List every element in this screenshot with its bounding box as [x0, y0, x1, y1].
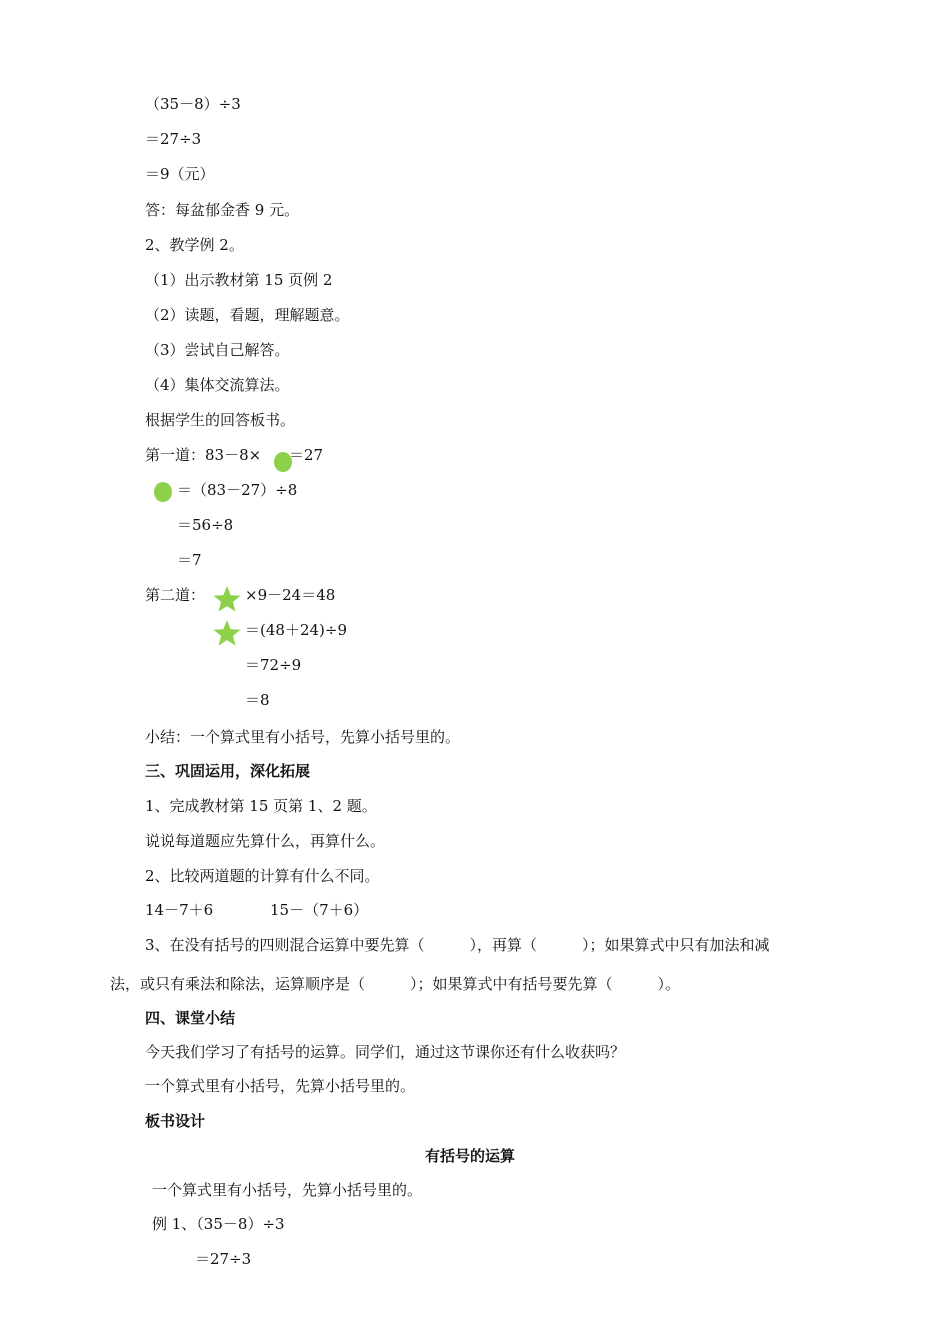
text-line: ＝56÷8 — [177, 516, 234, 534]
expression-b: 15－（7＋6） — [270, 901, 369, 919]
text-line: 2、比较两道题的计算有什么不同。 — [145, 867, 380, 885]
text-line: ＝27÷3 — [145, 130, 202, 148]
text-line: （1）出示教材第 15 页例 2 — [145, 271, 333, 289]
text-line: 一个算式里有小括号，先算小括号里的。 — [145, 1077, 416, 1095]
section-heading: 四、课堂小结 — [145, 1009, 236, 1027]
text-line: ＝9（元） — [145, 165, 215, 183]
answer-line: 答：每盆郁金香 9 元。 — [145, 201, 300, 219]
section-heading: 三、巩固运用，深化拓展 — [145, 762, 311, 780]
text-line: ×9－24＝48 — [245, 586, 336, 604]
text-line: 2、教学例 2。 — [145, 236, 244, 254]
text-line: （2）读题，看题，理解题意。 — [145, 306, 350, 324]
text-line: 例 1、（35－8）÷3 — [152, 1215, 285, 1233]
text-line: （4）集体交流算法。 — [145, 376, 290, 394]
text-line: （3）尝试自己解答。 — [145, 341, 290, 359]
text-line: ＝(48＋24)÷9 — [245, 621, 347, 639]
section-heading: 板书设计 — [145, 1112, 206, 1130]
text-line: 3、在没有括号的四则混合运算中要先算（ ），再算（ ）；如果算式中只有加法和减 — [145, 936, 770, 954]
equation-2-prefix: 第二道： — [145, 586, 206, 604]
text-line: 今天我们学习了有括号的运算。同学们，通过这节课你还有什么收获吗？ — [145, 1043, 626, 1061]
text-line: 法，或只有乘法和除法，运算顺序是（ ）；如果算式中有括号要先算（ ）。 — [110, 975, 681, 993]
text-line: ＝72÷9 — [245, 656, 302, 674]
expression-a: 14－7＋6 — [145, 901, 214, 919]
text-line: ＝27÷3 — [195, 1250, 252, 1268]
text-line: ＝7 — [177, 551, 202, 569]
text-line: ＝8 — [245, 691, 270, 709]
summary-line: 小结：一个算式里有小括号，先算小括号里的。 — [145, 728, 461, 746]
board-title: 有括号的运算 — [425, 1147, 516, 1165]
green-circle-icon — [154, 482, 172, 502]
text-line: 说说每道题应先算什么，再算什么。 — [145, 832, 386, 850]
text-line: 1、完成教材第 15 页第 1、2 题。 — [145, 797, 377, 815]
text-line: 根据学生的回答板书。 — [145, 411, 296, 429]
text-line: （35－8）÷3 — [145, 95, 241, 113]
text-line: 一个算式里有小括号，先算小括号里的。 — [152, 1181, 423, 1199]
green-star-icon — [212, 619, 242, 647]
equation-1-prefix: 第一道：83－8× — [145, 446, 262, 464]
green-star-icon — [212, 585, 242, 613]
text-line: ＝（83－27）÷8 — [177, 481, 298, 499]
equation-1-suffix: ＝27 — [289, 446, 324, 464]
